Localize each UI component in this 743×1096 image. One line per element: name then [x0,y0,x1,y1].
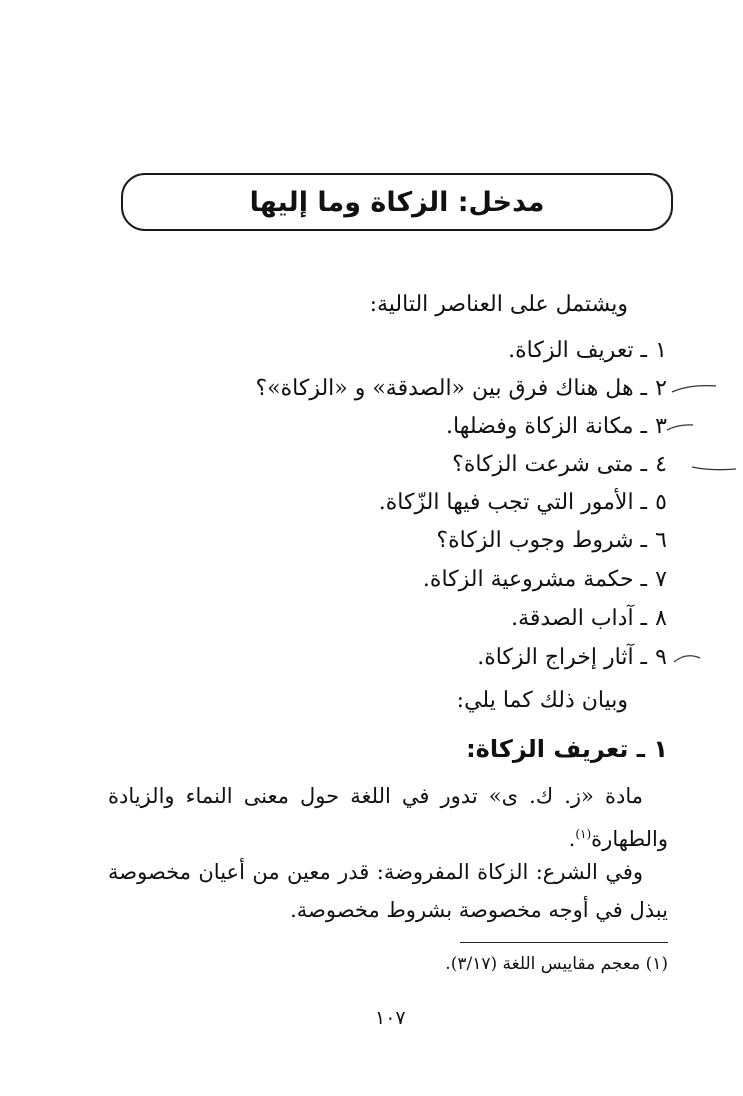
outro-text: وبيان ذلك كما يلي: [456,688,628,713]
list-item [423,567,668,592]
list-item [477,645,668,670]
paragraph [108,777,668,858]
section-heading: ١ ـ تعريف الزكاة: [466,735,668,763]
list-item [446,414,668,439]
intro-text: ويشتمل على العناصر التالية: [369,292,628,317]
item-text: ـ تعريف الزكاة. [508,338,654,363]
page-title: مدخل: الزكاة وما إليها [249,186,545,218]
list-item [508,338,668,363]
item-text: ـ الأمور التي تجب فيها الزّكاة. [378,490,654,515]
footnote: (١) معجم مقاييس اللغة (٣/١٧). [445,954,668,974]
pen-mark-icon [672,650,702,670]
item-text: ـ متى شرعت الزكاة؟ [452,452,654,477]
title-box [121,173,673,231]
page-number: ١٠٧ [375,1007,406,1029]
pen-mark-icon [690,457,738,477]
item-text: ـ آداب الصدقة. [511,606,654,631]
list-item [379,490,668,515]
item-text: ـ حكمة مشروعية الزكاة. [422,567,654,592]
item-number: ٥ [655,490,667,515]
list-item [452,452,668,477]
pen-mark-icon [665,418,695,438]
item-text: ـ شروط وجوب الزكاة؟ [436,528,654,553]
item-text: ـ آثار إخراج الزكاة. [477,645,654,670]
item-number: ٢ [655,376,667,401]
paragraph-end: . [568,827,576,851]
item-text: ـ مكانة الزكاة وفضلها. [446,414,654,439]
item-text: ـ هل هناك فرق بين «الصدقة» و «الزكاة»؟ [255,376,654,401]
footnote-ref: (١) [575,827,592,841]
list-item [436,528,668,553]
item-number: ٧ [655,567,667,592]
item-number: ٨ [655,606,667,631]
list-item [255,376,668,401]
footnote-divider [460,942,668,943]
item-number: ٤ [655,452,667,477]
item-number: ١ [655,338,667,363]
list-item [511,606,668,631]
item-number: ٣ [655,414,667,439]
pen-mark-icon [670,380,718,400]
paragraph: وفي الشرع: الزكاة المفروضة: قدر معين من أعيان مخصوصة يبذل في أوجه مخصوصة بشروط مخصوصة. [108,860,668,922]
paragraph-text: مادة «ز. ك. ى» تدور في اللغة حول معنى النماء والزيادة والطهارة [108,784,668,851]
item-number: ٦ [655,528,667,553]
item-number: ٩ [655,645,667,670]
